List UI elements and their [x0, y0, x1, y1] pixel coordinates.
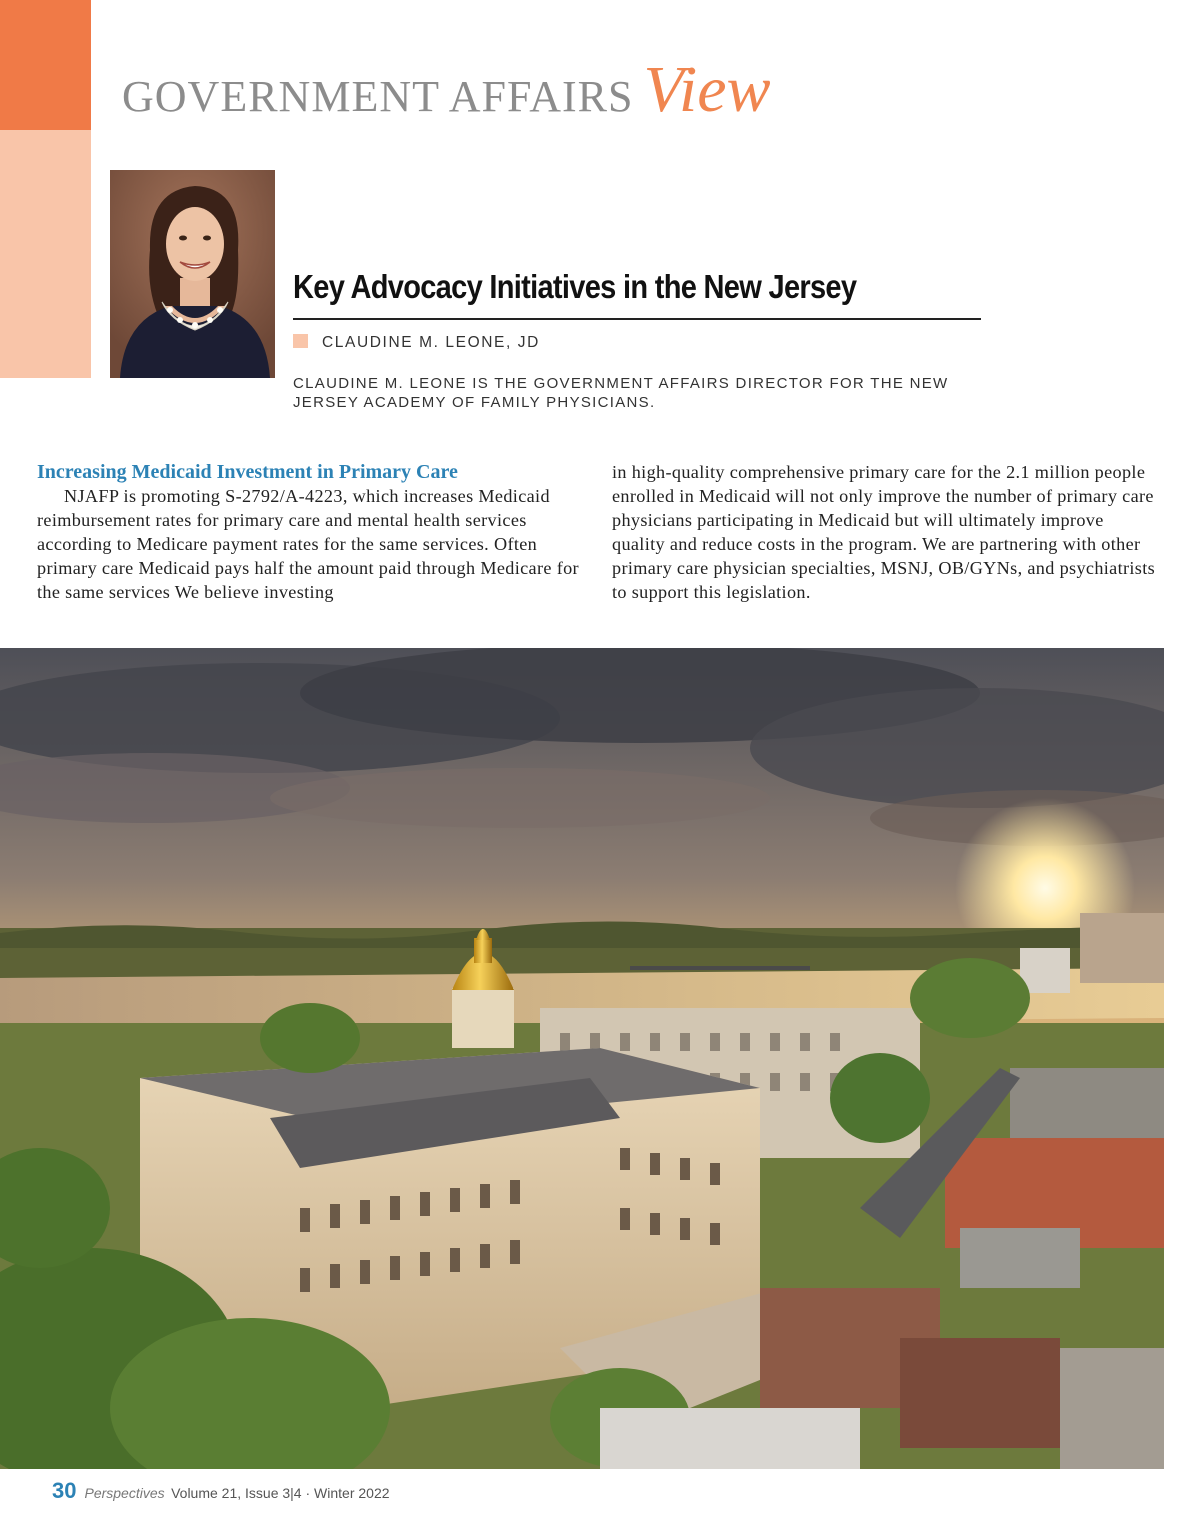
section-header [122, 52, 771, 128]
author-marker [293, 334, 308, 348]
page-footer [52, 1478, 390, 1504]
article-title: Key Advocacy Initiatives in the New Jersey [293, 268, 857, 305]
publication-name: Perspectives [84, 1485, 165, 1501]
author-photo [110, 170, 275, 378]
author-name: CLAUDINE M. LEONE, JD [322, 334, 540, 351]
body-text-left: NJAFP is promoting S-2792/A-4223, which increases Medicaid reimbursement rates for primary care and mental health services according to Medicare payment rates for the same services. Often primary care Medicaid pays half the amount paid through Medicare for the same services We believe investing [37, 486, 579, 602]
statehouse-scene-image [0, 648, 1164, 1469]
author-bio: CLAUDINE M. LEONE IS THE GOVERNMENT AFFAIRS DIRECTOR FOR THE NEW JERSEY ACADEMY OF FAMILY PHYSICIANS. [293, 375, 949, 411]
accent-bar-bottom [0, 130, 91, 378]
section-subhead: Increasing Medicaid Investment in Primary Care [37, 461, 458, 483]
column-left [37, 460, 582, 604]
title-rule [293, 318, 981, 320]
accent-bar-top [0, 0, 91, 130]
body-text-right: in high-quality comprehensive primary care for the 2.1 million people enrolled in Medicaid will not only improve the number of primary care physicians participating in Medicaid but will ultimately improve quality and reduce costs in the program. We are partnering with other primary care physician specialties, MSNJ, OB/GYNs, and psychiatrists to support this legislation. [612, 462, 1156, 602]
section-word: GOVERNMENT AFFAIRS [122, 72, 634, 121]
section-script: View [643, 53, 771, 126]
issue-info: Volume 21, Issue 3|4 · Winter 2022 [171, 1485, 390, 1501]
column-right [612, 460, 1157, 604]
statehouse-photo [0, 648, 1164, 1469]
author-portrait-image [110, 170, 275, 378]
page-number: 30 [52, 1478, 77, 1503]
